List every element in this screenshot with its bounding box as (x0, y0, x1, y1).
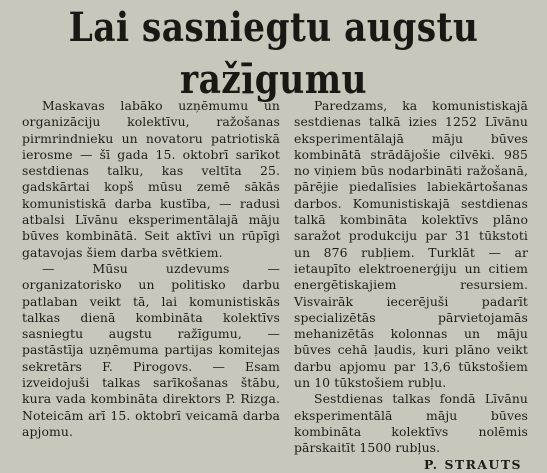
left-paragraph-1: Maskavas labāko uzņēmumu un organizāciju kolektīvu, ražošanas pirmrindnieku un novatoru patriotiskā ierosme — šī gada 15. oktobrī sarīkot sestdienas talku, kas veltīta 25. gadskārtai kopš mūsu zemē sākās komunistiskā darba kustība, — radusi atbalsi Līvānu eksperimentālajā māju būves kombinātā. Seit aktīvi un rūpīgi gatavojas šiem darba svētkiem. (22, 98, 280, 260)
headline-line-1: Lai sasniegtu augstu (68, 4, 479, 51)
left-paragraph-2: — Mūsu uzdevums — organizatorisko un politisko darbu patlaban veikt tā, lai komunistiskās talkas dienā kombināta kolektīvs sasniegtu augstu ražīgumu, — pastāstīja uzņēmuma partijas komitejas sekretārs F. Pirogovs. — Esam izveidojuši talkas sarīkošanas štābu, kura vada kombināta direktors P. Rizga. Noteicām arī 15. oktobrī veicamā darba apjomu. (22, 260, 280, 439)
headline-line-2: ražīgumu (180, 56, 367, 103)
author-signature: P. STRAUTS (424, 456, 522, 472)
left-column (22, 98, 280, 440)
article-headline (38, 2, 508, 106)
right-column (294, 98, 528, 473)
right-paragraph-1: Paredzams, ka komunistiskajā sestdienas talkā izies 1252 Līvānu eksperimentālajā māju būves kombinātā strādājošie cilvēki. 985 no viņiem būs nodarbināti ražošanā, pārējie piedalīsies labiekārtošanas darbos. Komunistiskajā sestdienas talkā kombināta kolektīvs plāno saražot produkciju par 31 tūkstoti un 876 rubļiem. Turklāt — ar ietaupīto elektroenerģiju un citiem energētiskajiem resursiem. Visvairāk iecerējuši padarīt specializētās pārvietojamās mehanizētās kolonnas un māju būves cehā ļaudis, kuri plāno veikt darbu apjomu par 13,6 tūkstošiem un 10 tūkstošiem rubļu. (294, 98, 528, 391)
right-paragraph-2: Sestdienas talkas fondā Līvānu eksperimentālā māju būves kombināta kolektīvs nolēmis pārskaitīt 1500 rubļus. (294, 391, 528, 456)
